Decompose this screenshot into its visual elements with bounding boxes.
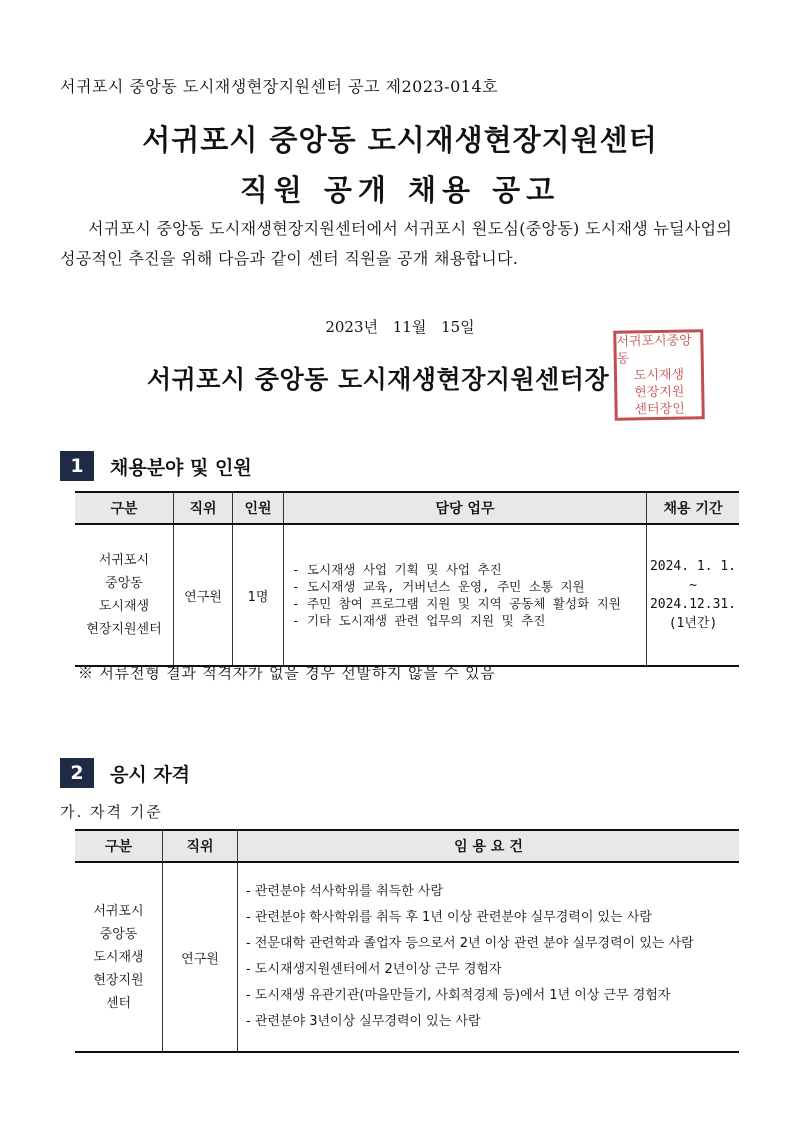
section-2-heading xyxy=(60,758,190,788)
count-cell: 1명 xyxy=(233,524,284,666)
section-number-badge: 2 xyxy=(60,758,94,788)
table-row xyxy=(75,862,739,1052)
division-line: 센터 xyxy=(105,995,132,1011)
division-line: 중앙동 xyxy=(99,926,138,942)
requirements-cell xyxy=(238,862,740,1052)
duty-item: - 도시재생 교육, 거버넌스 운영, 주민 소통 지원 xyxy=(292,579,585,594)
requirement-item: - 도시재생지원센터에서 2년이상 근무 경험자 xyxy=(246,962,502,977)
seal-line: 현장지원 xyxy=(634,384,685,400)
requirement-item: - 관련분야 3년이상 실무경력이 있는 사람 xyxy=(246,1014,481,1029)
column-header: 인원 xyxy=(233,492,284,524)
seal-line: 도시재생 xyxy=(633,367,685,383)
notice-date: 2023년 11월 15일 xyxy=(325,318,475,336)
table-row xyxy=(75,524,739,666)
division-cell xyxy=(75,862,163,1052)
column-header: 담당 업무 xyxy=(284,492,647,524)
duty-item: - 도시재생 사업 기획 및 사업 추진 xyxy=(292,562,502,577)
column-header: 채용 기간 xyxy=(647,492,740,524)
column-header: 구분 xyxy=(75,830,163,862)
period-line: (1년간) xyxy=(668,616,718,631)
column-header: 직위 xyxy=(163,830,238,862)
division-line: 현장지원센터 xyxy=(86,622,162,637)
recruitment-table xyxy=(75,491,739,667)
division-line: 도시재생 xyxy=(93,949,144,965)
duties-cell xyxy=(284,524,647,666)
column-header: 임 용 요 건 xyxy=(238,830,740,862)
section-1-heading xyxy=(60,451,252,481)
duty-item: - 주민 참여 프로그램 지원 및 지역 공동체 활성화 지원 xyxy=(292,596,621,611)
intro-paragraph: 서귀포시 중앙동 도시재생현장지원센터에서 서귀포시 원도심(중앙동) 도시재생 뉴딜사업의 성공적인 추진을 위해 다음과 같이 센터 직원을 공개 채용합니다. xyxy=(60,219,733,268)
requirement-item: - 관련분야 석사학위를 취득한 사람 xyxy=(246,884,444,899)
seal-line: 센터장인 xyxy=(634,401,685,417)
duty-item: - 기타 도시재생 관련 업무의 지원 및 추진 xyxy=(292,613,546,628)
document-subtitle: 직원 공개 채용 공고 xyxy=(239,173,561,207)
period-line: 2024. 1. 1. xyxy=(649,559,737,574)
requirement-item: - 관련분야 학사학위를 취득 후 1년 이상 관련분야 실무경력이 있는 사람 xyxy=(246,910,652,925)
division-line: 현장지원 xyxy=(93,972,144,988)
division-line: 서귀포시 xyxy=(98,553,150,568)
requirement-item: - 도시재생 유관기관(마을만들기, 사회적경제 등)에서 1년 이상 근무 경험자 xyxy=(246,988,671,1003)
document-title: 서귀포시 중앙동 도시재생현장지원센터 xyxy=(142,123,658,157)
notice-number: 서귀포시 중앙동 도시재생현장지원센터 공고 제2023-014호 xyxy=(60,77,499,96)
section-title: 채용분야 및 인원 xyxy=(110,456,252,479)
division-line: 서귀포시 xyxy=(93,903,144,919)
division-line: 중앙동 xyxy=(105,576,143,591)
official-seal-icon xyxy=(613,329,705,421)
division-line: 도시재생 xyxy=(98,599,150,614)
footnote: ※ 서류전형 결과 적격자가 없을 경우 선발하지 않을 수 있음 xyxy=(78,664,496,682)
section-title: 응시 자격 xyxy=(110,763,191,786)
division-cell xyxy=(75,524,174,666)
period-cell xyxy=(647,524,740,666)
position-cell: 연구원 xyxy=(163,862,238,1052)
period-line: ~ xyxy=(689,578,697,593)
period-line: 2024.12.31. xyxy=(649,597,737,612)
issuer-name: 서귀포시 중앙동 도시재생현장지원센터장 xyxy=(147,365,610,394)
subsection-heading: 가. 자격 기준 xyxy=(60,803,163,821)
qualification-table xyxy=(75,829,739,1053)
requirement-item: - 전문대학 관련학과 졸업자 등으로서 2년 이상 관련 분야 실무경력이 있는 사람 xyxy=(246,936,694,951)
seal-line: 서귀포시중앙동 xyxy=(616,332,692,367)
position-cell: 연구원 xyxy=(174,524,233,666)
section-number-badge: 1 xyxy=(60,451,94,481)
column-header: 구분 xyxy=(75,492,174,524)
column-header: 직위 xyxy=(174,492,233,524)
